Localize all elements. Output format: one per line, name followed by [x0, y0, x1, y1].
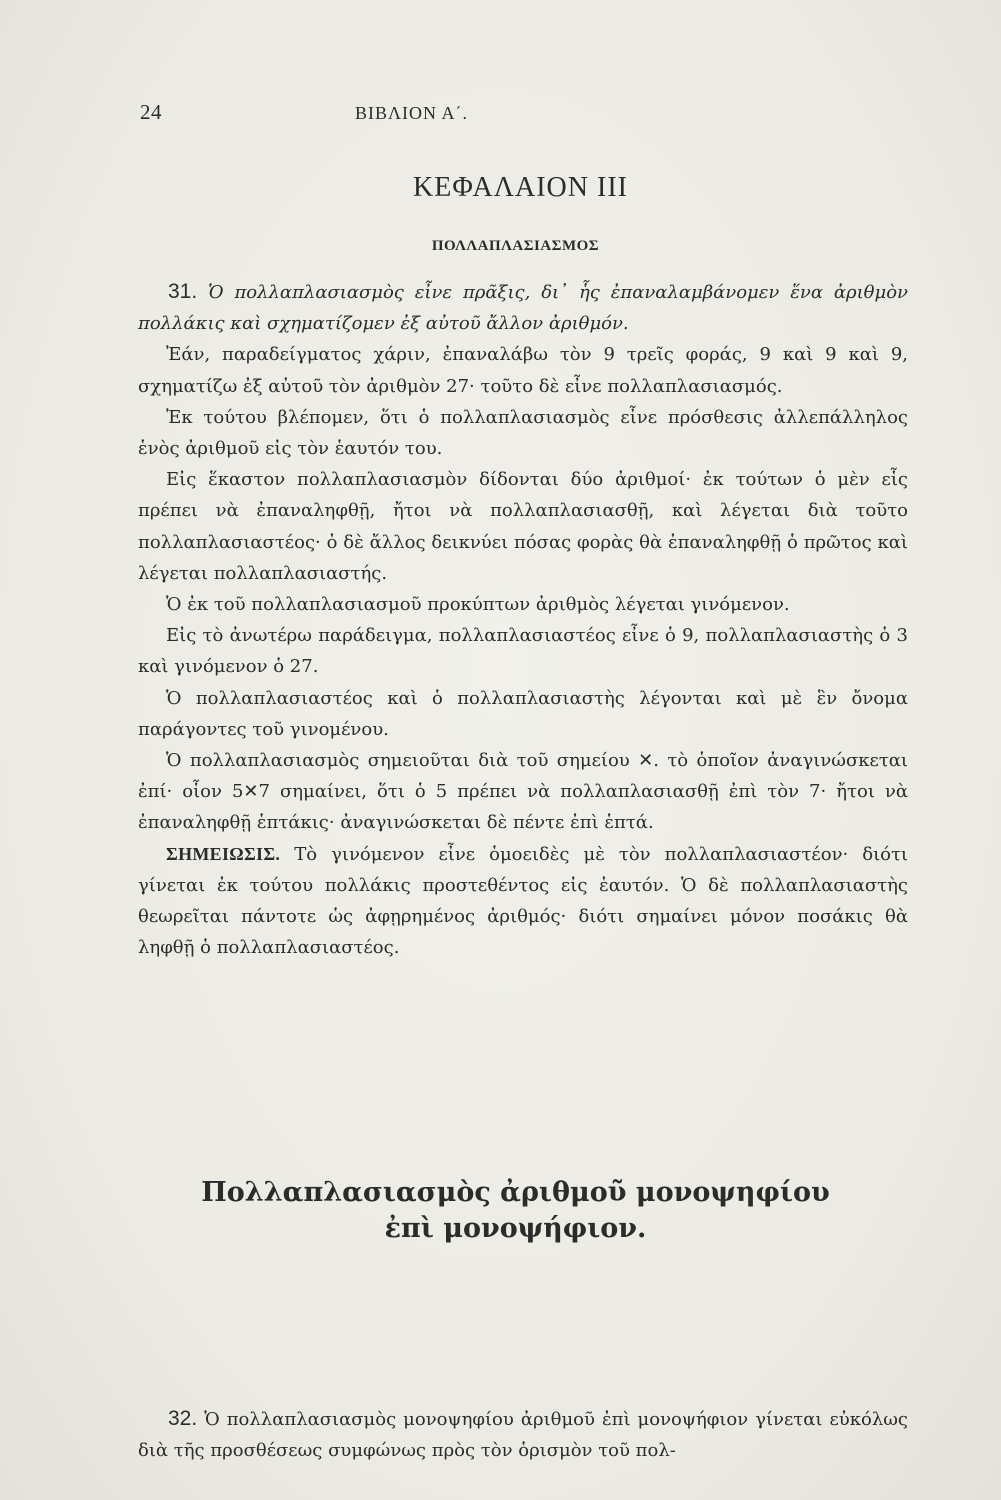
- paragraph-32-text: Ὁ πολλαπλασιασμὸς μονοψηφίου ἀριθμοῦ ἐπὶ μονοψήφιον γίνεται εὐκόλως διὰ τῆς προσθέσεως συμφώνως πρὸς τὸν ὁρισμὸν τοῦ πολ-: [138, 1409, 908, 1461]
- section-32-text: [138, 1403, 908, 1466]
- note-text: Τὸ γινόμενον εἶνε ὁμοειδὲς μὲ τὸν πολλαπλασιαστέον· διότι γίνεται ἐκ τούτου πολλάκις προστεθέντος εἰς ἑαυτόν. Ὁ δὲ πολλαπλασιαστὴς θεωρεῖται πάντοτε ὡς ἀφῃρημένος ἀριθμός· διότι σημαίνει μόνον ποσάκις θὰ ληφθῇ ὁ πολλαπλασιαστέος.: [138, 843, 908, 959]
- subheading-line-2: ἐπὶ μονοψήφιον.: [384, 1213, 647, 1244]
- paragraph-32: [138, 1403, 908, 1466]
- main-text: [138, 276, 908, 963]
- subheading: [0, 1175, 1001, 1247]
- paragraph-example-terms: Εἰς τὸ ἀνωτέρω παράδειγμα, πολλαπλασιαστέος εἶνε ὁ 9, πολλαπλασιαστὴς ὁ 3 καὶ γινόμενον ὁ 27.: [138, 625, 908, 678]
- paragraph-factors-name: Ὁ πολλαπλασιαστέος καὶ ὁ πολλαπλασιαστὴς λέγονται καὶ μὲ ἓν ὄνομα παράγοντες τοῦ γινομένου.: [138, 687, 908, 740]
- paragraph-symbol: Ὁ πολλαπλασιασμὸς σημειοῦται διὰ τοῦ σημείου ✕. τὸ ὁποῖον ἀναγινώσκεται ἐπί· οἷον 5✕7 σημαίνει, ὅτι ὁ 5 πρέπει νὰ πολλαπλασιασθῇ ἐπὶ τὸν 7· ἤτοι νὰ ἐπαναληφθῇ ἑπτάκις· ἀναγινώσκεται δὲ πέντε ἐπὶ ἑπτά.: [138, 750, 908, 834]
- section-title: ΠΟΛΛΑΠΛΑΣΙΑΣΜΟΣ: [431, 238, 600, 254]
- paragraph-factors: Εἰς ἕκαστον πολλαπλασιασμὸν δίδονται δύο ἀριθμοί· ἐκ τούτων ὁ μὲν εἷς πρέπει νὰ ἐπαναληφθῇ, ἤτοι νὰ πολλαπλασιασθῇ, καὶ λέγεται διὰ τοῦτο πολλαπλασιαστέος· ὁ δὲ ἄλλος δεικνύει πόσας φορὰς θὰ ἐπαναληφθῇ ὁ πρῶτος καὶ λέγεται πολλαπλασιαστής.: [138, 469, 908, 584]
- paragraph-example: Ἐάν, παραδείγματος χάριν, ἐπαναλάβω τὸν 9 τρεῖς φοράς, 9 καὶ 9 καὶ 9, σχηματίζω ἐξ αὐτοῦ τὸν ἀριθμὸν 27· τοῦτο δὲ εἶνε πολλαπλασιασμός.: [138, 344, 908, 397]
- running-head: ΒΙΒΛΙΟΝ Α΄.: [355, 103, 469, 123]
- note-label: ΣΗΜΕΙΩΣΙΣ.: [166, 843, 281, 864]
- section-number-31: 31.: [168, 280, 198, 303]
- chapter-title: ΚΕΦΑΛΑΙΟΝ III: [413, 172, 628, 203]
- page-number: 24: [140, 100, 162, 124]
- paragraph-repeated-addition: Ἐκ τούτου βλέπομεν, ὅτι ὁ πολλαπλασιασμὸς εἶνε πρόσθεσις ἀλλεπάλληλος ἑνὸς ἀριθμοῦ εἰς τὸν ἑαυτόν του.: [138, 406, 908, 460]
- page-header: [140, 100, 900, 130]
- definition-text: Ὁ πολλαπλασιασμὸς εἶνε πρᾶξις, δι᾽ ἧς ἐπαναλαμβάνομεν ἕνα ἀριθμὸν πολλάκις καὶ σχηματίζομεν ἐξ αὐτοῦ ἄλλον ἀριθμόν.: [138, 282, 908, 335]
- subheading-line-1: Πολλαπλασιασμὸς ἀριθμοῦ μονοψηφίου: [201, 1177, 830, 1208]
- paragraph-product: Ὁ ἐκ τοῦ πολλαπλασιασμοῦ προκύπτων ἀριθμὸς λέγεται γινόμενον.: [166, 594, 790, 616]
- section-number-32: 32.: [168, 1407, 198, 1430]
- paragraph-note: [138, 839, 908, 964]
- paragraph-31: [138, 276, 908, 339]
